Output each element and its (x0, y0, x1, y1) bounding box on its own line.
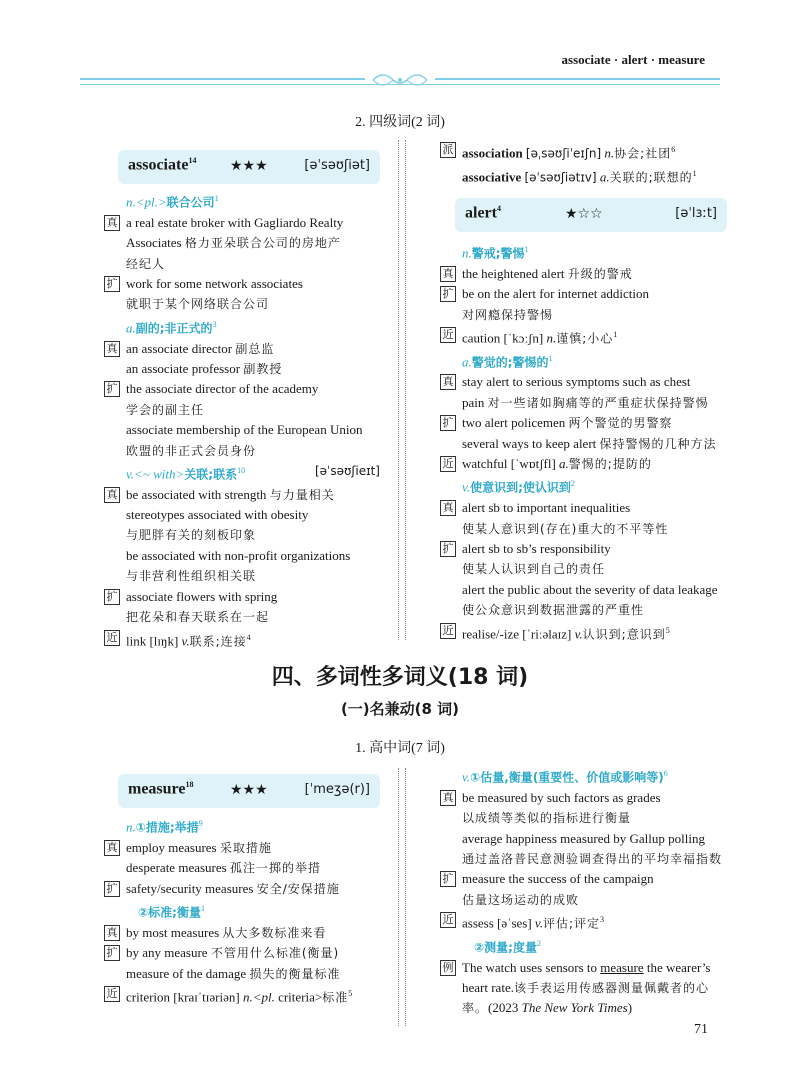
associate-headword-box (118, 150, 380, 184)
headword: measure$^{18}$ (128, 780, 194, 798)
section-cet4-title: 2. 四级词(2 词) (355, 115, 445, 130)
headword: associate$^{14}$ (128, 156, 197, 174)
section-gaozhong-title: 1. 高中词(7 词) (355, 741, 445, 756)
headword: alert$^4$ (465, 204, 501, 222)
phonetic: [ˈmeʒə(r)] (304, 782, 370, 797)
frequency-stars: ★☆☆ (565, 206, 603, 222)
page-number: 71 (694, 1022, 708, 1037)
association-derivatives: 派 association [əˌsəʊʃiˈeɪʃn] n.协会;社团$^6$ associative [əˈsəʊʃiətɪv] a.关联的;联想的$^1$ (440, 140, 740, 187)
phonetic: [əˈsəʊʃiət] (304, 158, 370, 173)
frequency-stars: ★★★ (230, 782, 268, 798)
measure-entry-noun: n.①措施;举措$^9$ 真 employ measures 采取措施 desperate measures 孤注一掷的举措 扩 safety/security measures 安全/安保措施 ②标准;衡量$^1$ 真 by most measures 从大多数标准来看 扩 by any measure 不管用什么标准(衡量) measure of the damage 损失的衡量标准 近 criterion [kraɪˈtɪəriən] n.<pl. criteria>标准$^5$ (104, 814, 394, 1008)
measure-headword-box (118, 774, 380, 808)
section4-title: 四、多词性多词义(18 词) (271, 665, 529, 690)
phonetic: [əˈlɜːt] (675, 206, 717, 221)
column-divider (398, 140, 406, 640)
header-ornament-icon (365, 70, 435, 90)
running-header: associate · alert · measure (561, 52, 705, 67)
frequency-stars: ★★★ (230, 158, 268, 174)
column-divider (398, 768, 406, 1026)
alert-headword-box (455, 198, 727, 232)
associate-entry: n.<pl.>联合公司$^1$ 真 a real estate broker with Gagliardo Realty Associates 格力亚朵联合公司的房地产 经纪人 扩 work for some network associates 就职于某个网络联合公司 a.副的;非正式的$^3$ 真 an associate director 副总监 an associate professor 副教授 扩 the associate director of the academy 学会的副主任 associate membership of the European Union 欧盟的非正式会员身份 v.<~ with>关联;联系$^{10}$ [əˈsəʊʃieɪt] 真 be associated with strength 与力量相关 stereotypes associated with obesity 与肥胖有关的刻板印象 be associated with non-profit organizations 与非营利性组织相关联 扩 associate flowers with spring 把花朵和春天联系在一起 近 link [lɪŋk] v.联系;连接$^4$ (104, 189, 394, 651)
section4-subtitle: (一)名兼动(8 词) (340, 700, 460, 718)
alert-entry: n.警戒;警惕$^1$ 真 the heightened alert 升级的警戒 扩 be on the alert for internet addiction 对网瘾保持警惕 近 caution [ˈkɔːʃn] n.谨慎;小心$^1$ a.警觉的;警惕的$^1$ 真 stay alert to serious symptoms such as chest pain 对一些诸如胸痛等的严重症状保持警惕 扩 two alert policemen 两个警觉的男警察 several ways to keep alert 保持警惕的几种方法 近 watchful [ˈwɒtʃfl] a.警惕的;提防的 v.使意识到;使认识到$^2$ 真 alert sb to important inequalities 使某人意识到(存在)重大的不平等性 扩 alert sb to sb’s responsibility 使某人认识到自己的责任 alert the public about the severity of data leakage 使公众意识到数据泄露的严重性 近 realise/-ize [ˈriːəlaɪz] v.认识到;意识到$^5$ (440, 240, 750, 644)
measure-entry-verb: v.①估量,衡量(重要性、价值或影响等)$^6$ 真 be measured by such factors as grades 以成绩等类似的指标进行衡量 average happiness measured by Gallup polling 通过盖洛普民意测验调查得出的平均幸福指数 扩 measure the success of the campaign 估量这场运动的成败 近 assess [əˈses] v.评估;评定$^3$ ②测量;度量$^2$ 例 The watch uses sensors to measure the wearer’s heart rate.该手表运用传感器测量佩戴者的心 率。(2023 The New York Times) (440, 764, 750, 1019)
